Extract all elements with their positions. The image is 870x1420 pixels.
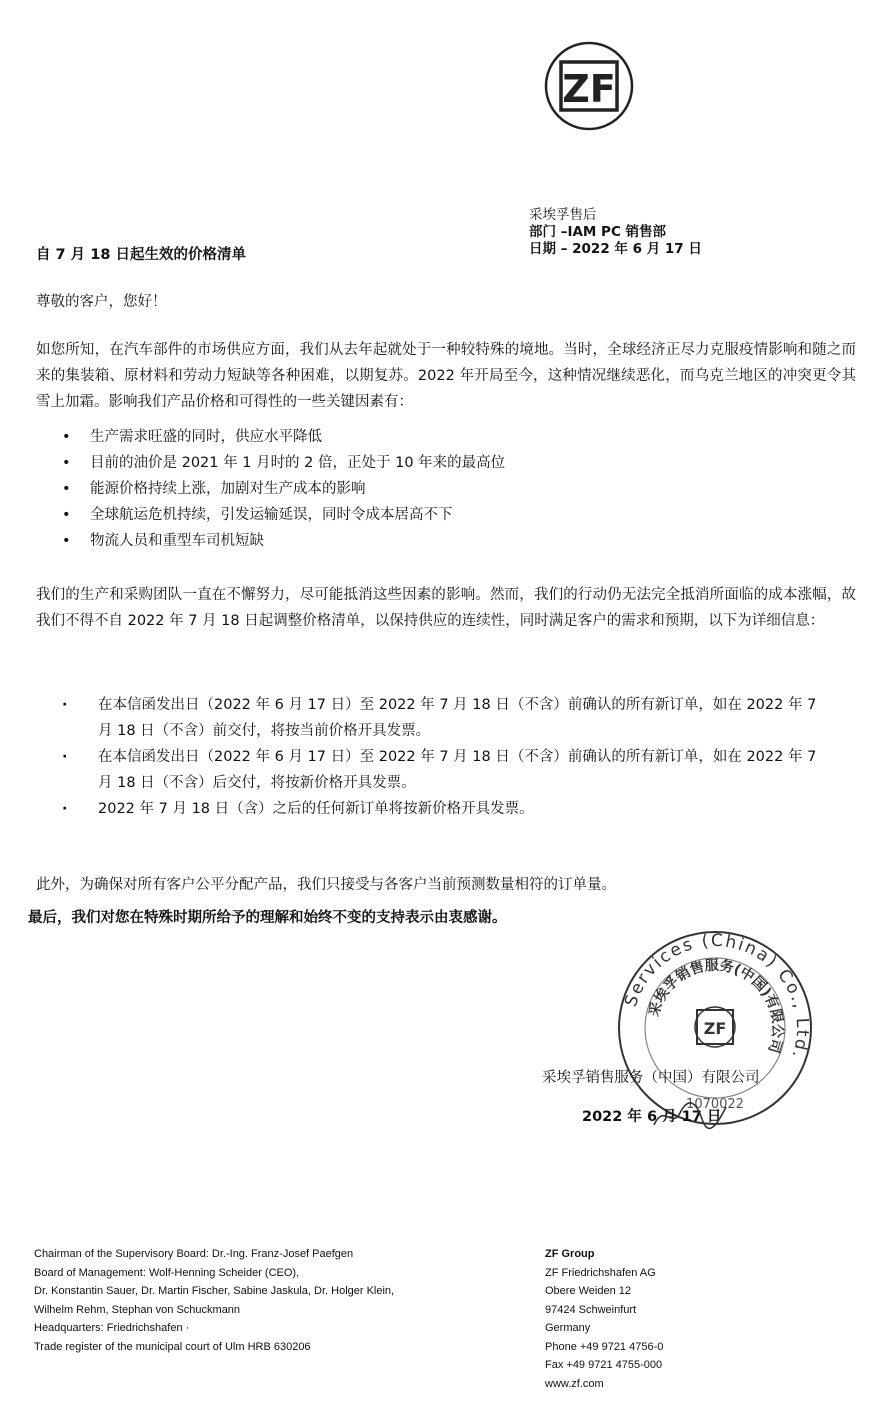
paragraph-allocation: 此外，为确保对所有客户公平分配产品，我们只接受与各客户当前预测数量相符的订单量。 bbox=[36, 877, 616, 893]
handwritten-signature bbox=[650, 1095, 730, 1135]
rule-item: · 在本信函发出日（2022 年 6 月 17 日）至 2022 年 7 月 18 日（不含）前确认的所有新订单，如在 2022 年 7 月 18 日（不含）后交付，将按新价格开具发票。 bbox=[62, 744, 832, 796]
footer-line: Board of Management: Wolf-Henning Scheider (CEO), bbox=[34, 1266, 300, 1279]
factor-item: • 能源价格持续上涨，加剧对生产成本的影响 bbox=[62, 477, 505, 503]
logo-text: ZF bbox=[562, 67, 616, 111]
factor-item: • 物流人员和重型车司机短缺 bbox=[62, 529, 505, 555]
footer-line: Trade register of the municipal court of Ulm HRB 630206 bbox=[34, 1340, 311, 1353]
footer-group: ZF Group bbox=[545, 1248, 595, 1260]
footer-phone: Phone +49 9721 4756-0 bbox=[545, 1340, 664, 1353]
footer-address-line: Obere Weiden 12 bbox=[545, 1285, 632, 1297]
signature-company: 采埃孚销售服务（中国）有限公司 bbox=[542, 1070, 760, 1086]
dept-line-3: 日期 – 2022 年 6 月 17 日 bbox=[529, 241, 702, 257]
seal-outer-text: Services (China) Co., Ltd. bbox=[621, 930, 813, 1063]
dept-line-2: 部门 –IAM PC 销售部 bbox=[529, 224, 667, 240]
rule-item: · 2022 年 7 月 18 日（含）之后的任何新订单将按新价格开具发票。 bbox=[62, 796, 832, 822]
footer-address-line: Germany bbox=[545, 1322, 591, 1334]
footer-legal bbox=[34, 1245, 394, 1356]
dept-line-1: 采埃孚售后 bbox=[529, 207, 597, 223]
department-block bbox=[529, 207, 702, 258]
factor-item: • 目前的油价是 2021 年 1 月时的 2 倍，正处于 10 年来的最高位 bbox=[62, 451, 505, 477]
paragraph-intro: 如您所知，在汽车部件的市场供应方面，我们从去年起就处于一种较特殊的境地。当时，全球经济正尽力克服疫情影响和随之而来的集装箱、原材料和劳动力短缺等各种困难，以期复苏。2022 年开局至今，这种情况继续恶化，而乌克兰地区的冲突更令其雪上加霜。影响我们产品价格和可得性的一些关键因素有： bbox=[36, 342, 856, 410]
signature-date: 2022 年 6 月 17 日 bbox=[582, 1109, 722, 1125]
factor-list bbox=[62, 425, 505, 555]
footer-address bbox=[545, 1245, 663, 1393]
footer-line: Headquarters: Friedrichshafen · bbox=[34, 1322, 190, 1334]
greeting: 尊敬的客户，您好！ bbox=[36, 294, 167, 310]
footer-line: Dr. Konstantin Sauer, Dr. Martin Fischer, Sabine Jaskula, Dr. Holger Klein, bbox=[34, 1285, 395, 1297]
rule-item: · 在本信函发出日（2022 年 6 月 17 日）至 2022 年 7 月 18 日（不含）前确认的所有新订单，如在 2022 年 7 月 18 日（不含）前交付，将按当前价格开具发票。 bbox=[62, 692, 832, 744]
paragraph-adjustment: 我们的生产和采购团队一直在不懈努力，尽可能抵消这些因素的影响。然而，我们的行动仍无法完全抵消所面临的成本涨幅，故我们不得不自 2022 年 7 月 18 日起调整价格清单，以保持供应的连续性，同时满足客户的需求和预期，以下为详细信息： bbox=[36, 587, 856, 629]
svg-text:采埃孚销售服务(中国)有限公司 bbox=[645, 957, 786, 1055]
factor-item: • 全球航运危机持续，引发运输延误，同时令成本居高不下 bbox=[62, 503, 505, 529]
letter-title: 自 7 月 18 日起生效的价格清单 bbox=[36, 247, 246, 263]
footer-address-line: ZF Friedrichshafen AG bbox=[545, 1266, 656, 1279]
footer-fax: Fax +49 9721 4755-000 bbox=[545, 1359, 663, 1371]
seal-logo: ZF bbox=[703, 1019, 727, 1038]
footer-address-line: 97424 Schweinfurt bbox=[545, 1303, 637, 1316]
seal-number: 1070022 bbox=[686, 1097, 744, 1112]
paragraph-thanks: 最后，我们对您在特殊时期所给予的理解和始终不变的支持表示由衷感谢。 bbox=[28, 910, 507, 926]
factor-item: • 生产需求旺盛的同时，供应水平降低 bbox=[62, 425, 505, 451]
footer-line: Wilhelm Rehm, Stephan von Schuckmann bbox=[34, 1303, 241, 1316]
rules-list bbox=[62, 692, 832, 822]
footer-website-link[interactable]: www.zf.com bbox=[545, 1377, 604, 1390]
zf-logo bbox=[543, 40, 635, 132]
footer-line: Chairman of the Supervisory Board: Dr.-Ing. Franz-Josef Paefgen bbox=[34, 1248, 354, 1260]
seal-inner-text: 采埃孚销售服务(中国)有限公司 bbox=[646, 957, 786, 1055]
